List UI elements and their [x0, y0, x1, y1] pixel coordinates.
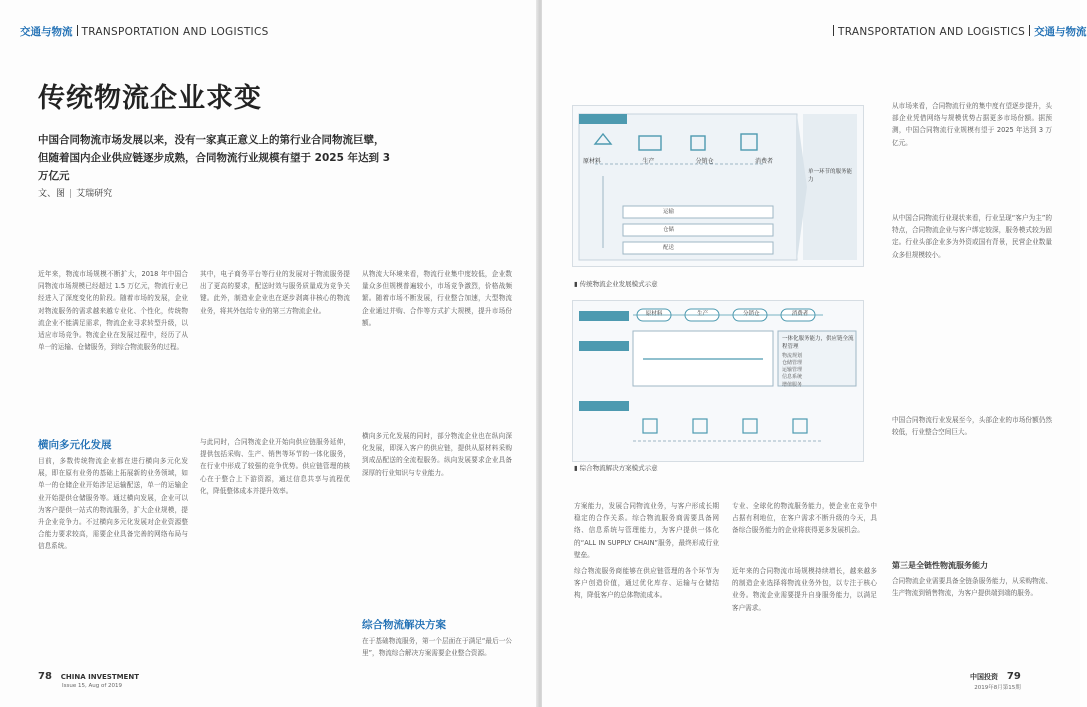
- left-issue: Issue 15, Aug of 2019: [62, 683, 123, 689]
- byline-author: 艾瑞研究: [76, 189, 113, 199]
- column-1-paragraph-1: 近年来，物流市场规模不断扩大，2018 年中国合同物流市场规模已经超过 1.5 万亿元，物流行业已经进入了深度变化的阶段。随着市场的发展，企业对物流服务的需求越来越专业化、个性化，传统物流企业不能满足需求，物流企业寻求转型升级，以适应市场竞争。物流企业在发展过程中，经历了从单一的运输、仓储服务，到综合物流服务的过程。: [38, 270, 188, 352]
- byline: [38, 186, 112, 199]
- figure-2-node: 消费者: [791, 311, 809, 317]
- right-column-1-paragraph-2: 综合物流服务商能够在供应链管理的各个环节为客户创造价值，通过优化库存、运输与仓储结构，降低客户的总体物流成本。: [574, 567, 719, 600]
- section-label-cn: 交通与物流: [1034, 26, 1087, 38]
- figure-1-box: 运输: [663, 209, 675, 215]
- section-label-en: TRANSPORTATION AND LOGISTICS: [838, 26, 1026, 38]
- column-2-paragraph-1: 其中，电子商务平台等行业的发展对于物流服务提出了更高的要求，配送时效与服务质量成为竞争关键。此外，制造业企业也在逐步剥离非核心的物流业务，将其外包给专业的第三方物流企业。: [200, 270, 350, 315]
- figure-2-box-list: [782, 353, 854, 381]
- left-page: [0, 0, 538, 707]
- figure-traditional-model: [572, 105, 864, 267]
- figure-2-caption: ▮ 综合物流解决方案模式示意: [574, 464, 658, 472]
- figure-2-box: 信息系统: [782, 374, 803, 380]
- figure-1-caption: ▮ 传统物流企业发展模式示意: [574, 280, 658, 288]
- figure-2-box: 物流规划: [782, 353, 803, 359]
- header-divider: [833, 25, 834, 36]
- right-page: [542, 0, 1087, 707]
- figure-2-box: 仓储管理: [782, 360, 803, 366]
- left-footer: [38, 671, 139, 689]
- figure-1-box: 仓储: [663, 227, 675, 233]
- right-column-3-paragraph-3: 中国合同物流行业发展至今，头部企业的市场份额仍然较低，行业整合空间巨大。: [892, 416, 1052, 437]
- column-2-paragraph-2: 与此同时，合同物流企业开始向供应链服务延伸，提供包括采购、生产、销售等环节的一体化服务，在行业中形成了较强的竞争优势。供应链管理的核心在于整合上下游资源，通过信息共享与流程优化，降低整体成本并提升效率。: [200, 438, 350, 495]
- figure-2-node: 生产: [697, 311, 709, 317]
- section-label-en: TRANSPORTATION AND LOGISTICS: [81, 26, 269, 38]
- header-divider: [1029, 25, 1030, 36]
- subheading-horizontal: 横向多元化发展: [38, 439, 112, 451]
- figure-1-caption-text: 传统物流企业发展模式示意: [579, 280, 658, 288]
- right-issue: 2019年8月第15期: [974, 685, 1021, 691]
- right-footer: [970, 671, 1021, 691]
- figure-1-box: 配送: [663, 245, 675, 251]
- figure-1-nodes: [583, 156, 773, 165]
- right-magazine-name: 中国投资: [970, 673, 998, 681]
- figure-1-node: 生产: [642, 158, 655, 165]
- article-title: 传统物流企业求变: [38, 83, 262, 114]
- figure-2-box: 增值服务: [782, 382, 803, 388]
- figure-2-node: 分销仓: [743, 311, 760, 317]
- column-3-paragraph-1: 从物流大环境来看，物流行业集中度较低，企业数量众多但规模普遍较小，市场竞争激烈，价格战频繁。随着市场不断发展，行业整合加速，大型物流企业通过并购、合作等方式扩大规模，提升市场份额。: [362, 270, 512, 327]
- column-1-paragraph-2: 目前，多数传统物流企业都在进行横向多元化发展，即在原有业务的基础上拓展新的业务领域，如单一的仓储企业开始涉足运输配送，单一的运输企业开始提供仓储服务等。通过横向发展，企业可以为客户提供一站式的物流服务，扩大企业规模，提升企业竞争力。不过横向多元化发展对企业资源整合能力要求较高，需要企业具备完善的网络布局与信息系统。: [38, 457, 188, 551]
- byline-label: 文、图: [38, 189, 66, 199]
- byline-separator: |: [69, 189, 73, 199]
- column-3-paragraph-3: 在于基础物流服务，第一个层面在于满足“最后一公里”，物流综合解决方案需要企业整合资源。: [362, 637, 512, 658]
- figure-2-nodes: [637, 309, 817, 317]
- left-page-number: 78: [38, 671, 52, 682]
- figure-1-node: 分销仓: [695, 158, 714, 165]
- figure-2-diagram: [573, 301, 863, 461]
- figure-2-caption-text: 综合物流解决方案模式示意: [579, 464, 658, 472]
- figure-1-node: 消费者: [754, 158, 773, 165]
- figure-2-node: 原材料: [645, 311, 663, 317]
- right-column-2-paragraph-2: 近年来的合同物流市场规模持续增长，越来越多的制造企业选择将物流业务外包，以专注于核心业务。物流企业需要提升自身服务能力，以满足客户需求。: [732, 567, 877, 612]
- left-magazine-name: CHINA INVESTMENT: [60, 673, 139, 681]
- section-label-cn: 交通与物流: [20, 26, 73, 38]
- right-column-2-paragraph-1: 专业、全球化的物流服务能力，使企业在竞争中占据有利地位，在客户需求不断升级的今天，具备综合服务能力的企业将获得更多发展机会。: [732, 502, 877, 535]
- figure-integrated-model: [572, 300, 864, 462]
- right-column-1-paragraph-1: 方案能力，发展合同物流业务，与客户形成长期稳定的合作关系。综合物流服务商需要具备网络、信息系统与管理能力，为客户提供一体化的“ALL IN SUPPLY CHAIN”服务，最终形成行业壁垒。: [574, 502, 719, 559]
- figure-1-note: 单一环节的服务能力: [808, 169, 853, 183]
- right-column-3-paragraph-2: 从中国合同物流行业现状来看，行业呈现“客户为主”的特点，合同物流企业与客户绑定较深，服务模式较为固定。行业头部企业多为外资或国有背景，民营企业数量众多但规模较小。: [892, 214, 1052, 259]
- left-running-header: [20, 24, 269, 39]
- figure-2-note: 一体化服务能力，供应链全流程管理: [782, 336, 854, 350]
- article-lead: 中国合同物流市场发展以来，没有一家真正意义上的第行业合同物流巨擘，但随着国内企业供应链逐步成熟，合同物流行业规模有望于 2025 年达到 3 万亿元: [38, 134, 390, 182]
- column-3-paragraph-2: 横向多元化发展的同时，部分物流企业也在纵向深化发展，即深入客户的供应链，提供从原材料采购到成品配送的全流程服务。纵向发展要求企业具备深厚的行业知识与专业能力。: [362, 432, 512, 477]
- figure-2-box: 运输管理: [782, 367, 803, 373]
- figure-1-node: 原材料: [583, 158, 602, 165]
- right-page-number: 79: [1006, 671, 1021, 682]
- subheading-solutions: 综合物流解决方案: [362, 619, 446, 631]
- header-divider: [77, 25, 78, 36]
- subheading-full-chain: 第三是全链性物流服务能力: [892, 561, 988, 570]
- right-running-header: [829, 24, 1087, 39]
- right-column-3-paragraph-4: 合同物流企业需要具备全链条服务能力，从采购物流、生产物流到销售物流，为客户提供端到端的服务。: [892, 577, 1052, 598]
- figure-1-diagram: [573, 106, 863, 266]
- right-column-3-paragraph-1: 从市场来看，合同物流行业的集中度有望逐步提升，头部企业凭借网络与规模优势占据更多市场份额。据预测，中国合同物流行业规模有望于 2025 年达到 3 万亿元。: [892, 102, 1052, 147]
